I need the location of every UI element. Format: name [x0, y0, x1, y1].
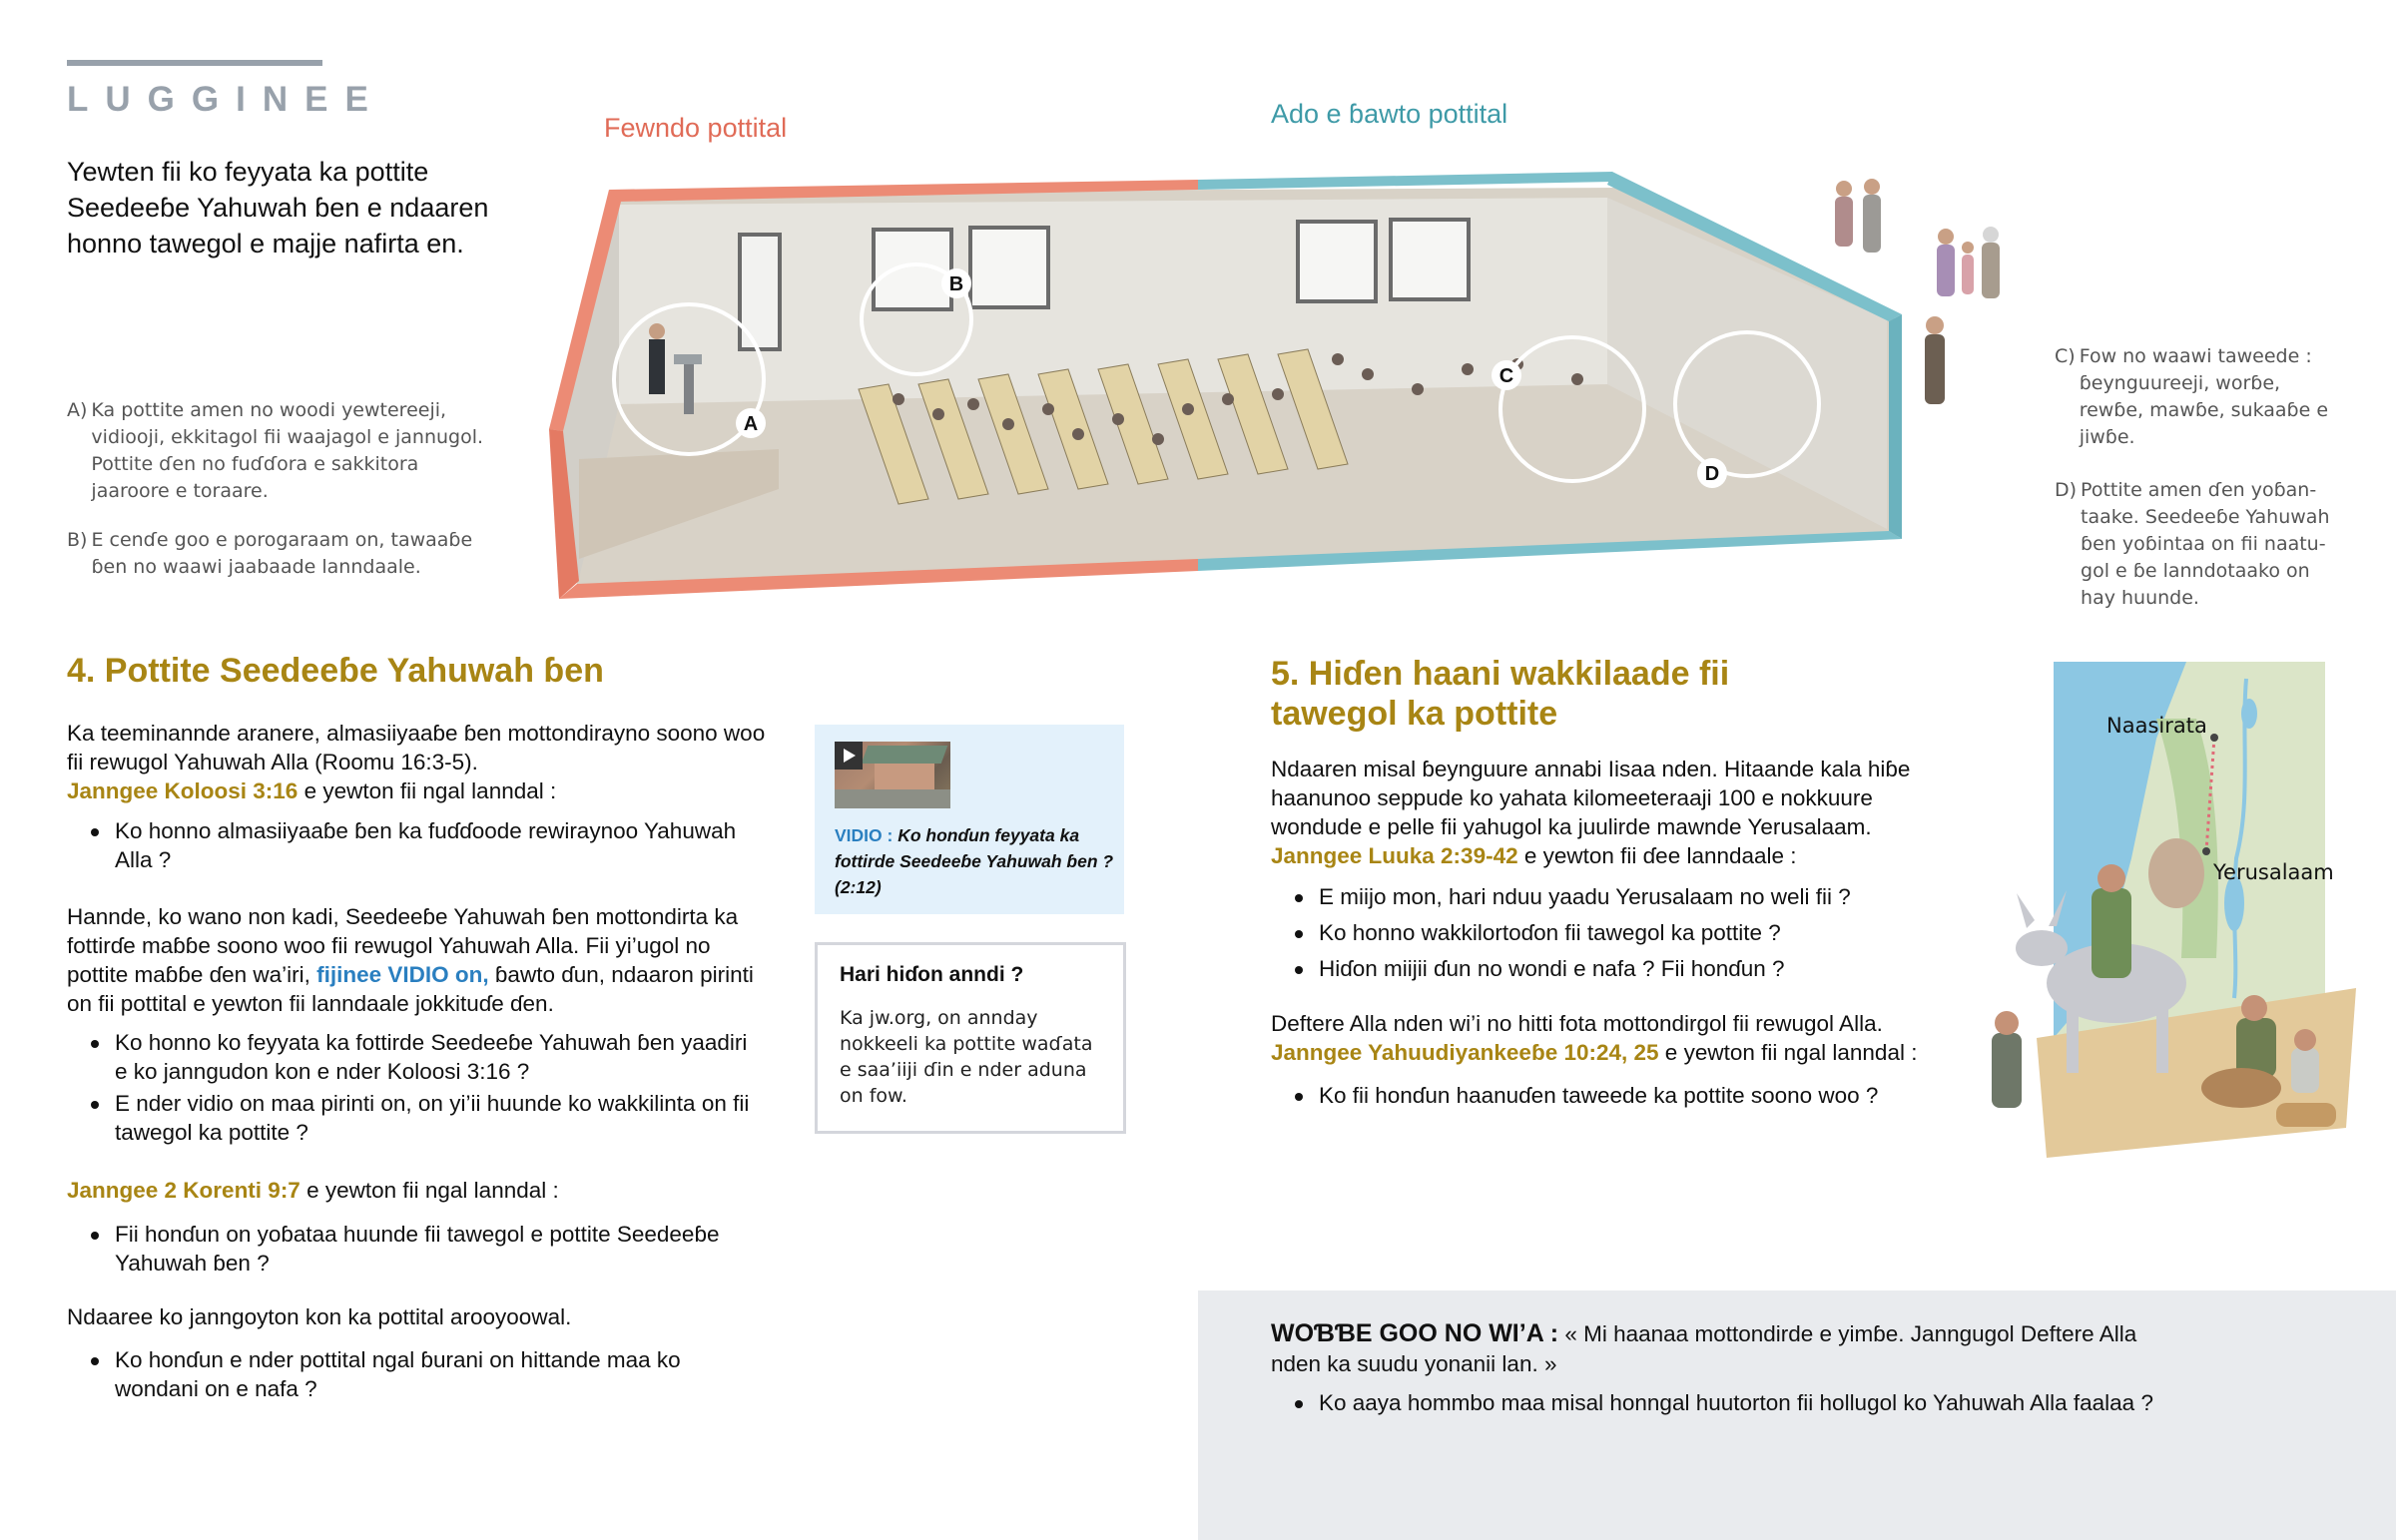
window [970, 228, 1048, 307]
play-icon[interactable] [835, 742, 863, 770]
section-4-paragraph-1 [67, 719, 766, 805]
sack [2148, 838, 2204, 908]
scripture-link-hebrews[interactable]: Janngee Yahuudiyankeeɓe 10:24, 25 [1271, 1040, 1659, 1065]
marker-b [941, 268, 971, 298]
info-box-text: Ka jw.org, on annday nokkeeli ka pottite waɗata e saa’iiji ɗin e nder aduna on fow. [840, 1007, 1093, 1107]
paragraph-text: ɓawto ɗun, ndaaron pirinti on fii pottital e yewton fii lanndaale jokkituɗe ɗen. [67, 962, 754, 1016]
marker-a [736, 408, 766, 438]
section-4-paragraph-4: Ndaaree ko janngoyton kon ka pottital arooyoowal. [67, 1304, 572, 1329]
phase-before-label: Fewndo pottital [604, 113, 788, 143]
question-item: E nder vidio on maa pirinti on, on yi’ii huunde ko wakkilinta on fii tawegol ka pottite ? [67, 1089, 766, 1147]
caption-text: E cenɗe goo e porogaraam on, tawaaɓe ɓen no waawi jaabaade lanndaale. [91, 529, 473, 578]
caption-text: Ka pottite amen no woodi yewtereeji, vidiooji, ekkitagol fii waajagol e jannugol. Pottite ɗen no fuɗɗora e sakkitora jaaroore e toraare. [91, 399, 484, 502]
paragraph-text: Ndaaren misal ɓeynguure annabi Iisaa nden. Hitaande kala hiɓe haanunoo seppude ko yahata kilomeeteraaji 100 e nokkuure wondude e pelle fii yahugol ka juulirde mawnde Yerusalaam. [1271, 757, 1911, 839]
section-4-paragraph-2 [67, 902, 766, 1018]
paragraph-text: Hannde, ko wano non kadi, Seedeeɓe Yahuwah ɓen mottondirta ka fottirɗe maɓɓe soono woo fii rewugol Yahuwah Alla. Fii yi’ugol no pottite maɓɓe ɗen wa’iri, [67, 904, 739, 987]
frame-after-top [1198, 172, 1612, 190]
paragraph-text: Ka teeminannde aranere, almasiiyaaɓe ɓen mottondirayno soono woo fii rewugol Yahuwah Alla (Roomu 16:3-5). [67, 721, 766, 774]
caption-c [2055, 343, 2334, 451]
caption-label: B) [67, 529, 88, 551]
phase-after-label: Ado e ɓawto pottital [1271, 99, 1508, 129]
child-figure [2291, 1029, 2319, 1093]
section-5-paragraph-1 [1271, 755, 1960, 870]
header-rule [67, 60, 322, 66]
question-item: Ko honno almasiiyaaɓe ɓen ka fuɗɗoode rewiraynoo Yahuwah Alla ? [67, 816, 766, 874]
question-list-6 [1271, 1081, 1960, 1110]
video-title: Ko honɗun feyyata ka fottirde Seedeeɓe Yahuwah ɓen ? (2:12) [835, 825, 1114, 897]
question-list-5 [1271, 882, 1960, 990]
paragraph-text: e yewton fii ɗee lanndaale : [1517, 843, 1797, 868]
marker-label: C [1498, 365, 1514, 387]
bedroll [2276, 1103, 2336, 1127]
caption-label: A) [67, 399, 88, 421]
question-list-4 [67, 1345, 766, 1403]
window [1298, 222, 1376, 301]
boy-figure [1992, 1011, 2022, 1108]
window [1391, 220, 1469, 299]
caption-label: D) [2055, 479, 2078, 501]
basket [2201, 1068, 2281, 1108]
section-5-heading: 5. Hiɗen haani wakkilaade fii tawegol ka pottite [1271, 655, 1730, 733]
marker-label: B [948, 273, 964, 295]
arriving-people-illustration [1817, 175, 2037, 474]
section-4-paragraph-3 [67, 1176, 766, 1205]
journey-map-illustration [1917, 659, 2376, 1238]
marker-label: A [743, 413, 759, 435]
scripture-link-2-corinthians[interactable]: Janngee 2 Korenti 9:7 [67, 1178, 300, 1203]
question-list-2 [67, 1028, 766, 1150]
question-item: Ko honno ko feyyata ka fottirde Seedeeɓe Yahuwah ɓen yaadiri e ko janngudon kon e nder Koloosi 3:16 ? [67, 1028, 766, 1086]
marker-c [1492, 360, 1521, 390]
paragraph-text: Deftere Alla nden wi’i no hitti fota mottondirgol fii rewugol Alla. [1271, 1011, 1883, 1036]
question-item: Hiɗon miijii ɗun no wondi e nafa ? Fii honɗun ? [1271, 954, 1960, 983]
question-item: Ko honɗun e nder pottital ngal ɓurani on hittande maa ko wondani on e nafa ? [67, 1345, 766, 1403]
marker-d [1697, 458, 1727, 488]
paragraph-text: e yewton fii ngal lanndal : [298, 778, 557, 803]
info-box-title: Hari hiɗon anndi ? [840, 963, 1024, 986]
intro-text: Yewten fii ko feyyata ka pottite Seedeeɓe Yahuwah ɓen e ndaaren honno tawegol e majje nafirta en. [67, 157, 489, 258]
jerusalem-dot [2202, 847, 2210, 855]
caption-d [2055, 477, 2334, 612]
scripture-link-colossians[interactable]: Janngee Koloosi 3:16 [67, 778, 299, 803]
section-kicker: LUGGINEE [67, 80, 385, 119]
footer-objection-box [1198, 1290, 2396, 1540]
sea-of-galilee [2241, 699, 2257, 729]
footer-question-list [1271, 1388, 2319, 1417]
paragraph-text: e yewton fii ngal lanndal : [300, 1178, 559, 1203]
caption-label: C) [2055, 345, 2076, 367]
question-list-3 [67, 1220, 766, 1278]
video-label: VIDIO : [835, 825, 894, 845]
section-5-paragraph-2 [1271, 1009, 1960, 1067]
did-you-know-box [815, 942, 1126, 1134]
question-item: E miijo mon, hari nduu yaadu Yerusalaam no weli fii ? [1271, 882, 1960, 911]
scripture-link-luke[interactable]: Janngee Luuka 2:39-42 [1271, 843, 1518, 868]
footer-label: WOƁƁE GOO NO WI’A : [1271, 1319, 1559, 1347]
nazareth-dot [2210, 734, 2218, 742]
marker-label: D [1704, 463, 1720, 485]
video-caption [835, 822, 1114, 900]
map-label-nazareth: Naasirata [2106, 714, 2207, 738]
section-4-heading: 4. Pottite Seedeeɓe Yahuwah ɓen [67, 652, 604, 690]
question-item: Ko aaya hommbo maa misal honngal huutorton fii hollugol ko Yahuwah Alla faalaa ? [1271, 1388, 2319, 1417]
question-item: Ko fii honɗun haanuɗen taweede ka pottite soono woo ? [1271, 1081, 1960, 1110]
question-item: Ko honno wakkilortoɗon fii tawegol ka pottite ? [1271, 918, 1960, 947]
kingdom-hall-illustration [519, 160, 1917, 609]
question-list-1 [67, 816, 766, 874]
video-card[interactable] [815, 725, 1124, 914]
map-label-jerusalem: Yerusalaam [2213, 860, 2334, 884]
play-video-link[interactable]: fijinee VIDIO on, [316, 962, 489, 987]
paragraph-text: e yewton fii ngal lanndal : [1658, 1040, 1918, 1065]
caption-b [67, 527, 486, 581]
footer-quote-text: « Mi haanaa mottondirde e yimɓe. Janngugol Deftere Alla nden ka suudu yonanii lan. » [1271, 1321, 2137, 1376]
footer-quote [1271, 1318, 2169, 1379]
caption-a [67, 397, 486, 505]
caption-text: Pottite amen ɗen yoɓan-taake. Seedeeɓe Yahuwah ɓen yoɓintaa on fii naatu-gol e ɓe lanndotaako on hay huunde. [2081, 479, 2330, 609]
video-thumbnail[interactable] [835, 742, 950, 808]
question-item: Fii honɗun on yoɓataa huunde fii tawegol e pottite Seedeeɓe Yahuwah ɓen ? [67, 1220, 766, 1278]
caption-text: Fow no waawi taweede : ɓeynguureeji, worɓe, rewɓe, mawɓe, sukaaɓe e jiwɓe. [2079, 345, 2329, 448]
